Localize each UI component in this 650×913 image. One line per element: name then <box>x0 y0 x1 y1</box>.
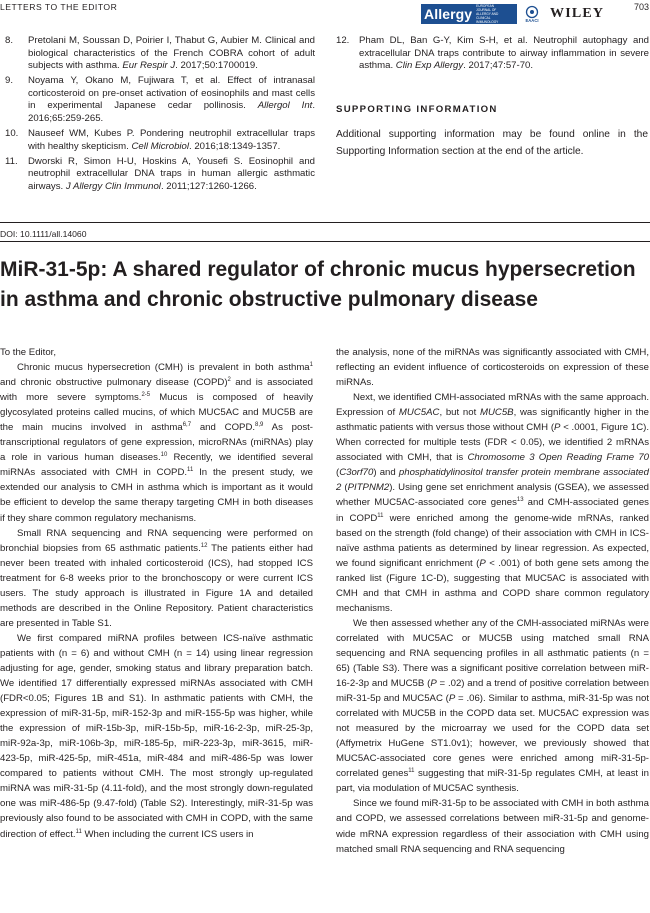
reference-item <box>5 75 315 125</box>
allergy-logo-word: Allergy <box>424 6 473 22</box>
running-header-section: LETTERS TO THE EDITOR <box>0 2 118 12</box>
salutation: To the Editor, <box>0 347 56 358</box>
reference-journal: Allergol Int <box>257 100 313 112</box>
citation-superscript: 13 <box>516 497 524 504</box>
allergy-journal-logo <box>421 4 517 24</box>
body-right-column <box>336 345 649 857</box>
doi-line: DOI: 10.1111/all.14060 <box>0 229 87 239</box>
supporting-info-heading: SUPPORTING INFORMATION <box>336 104 498 115</box>
references-left-column <box>5 35 315 196</box>
reference-item <box>5 35 315 73</box>
reference-item <box>5 156 315 194</box>
citation-superscript: 6,7 <box>182 422 192 429</box>
body-paragraph: Since we found miR-31-5p to be associated with CMH in both asthma and COPD, we assessed correlations between miR-31-5p and genome-wide mRNA expression regardless of their association with CMH using matched small RNA sequencing and RNA sequencing <box>336 798 649 855</box>
body-left-column <box>0 345 313 842</box>
citation-superscript: 2 <box>227 376 231 383</box>
reference-journal: Clin Exp Allergy <box>395 60 464 72</box>
body-paragraph: Next, we identified CMH-associated mRNAs with the same approach. Expression of MUC5AC, but not MUC5B, was significantly higher in the asthmatic patients with versus those without CMH (P < .0001, Figure 1C). When corrected for multiple tests (FDR < 0.05), we identified 2 mRNAs associated with CMH, that is Chromosome 3 Open Reading Frame 70 (C3orf70) and phosphatidylinositol transfer protein membrane associated 2 (PITPNM2). Using gene set enrichment analysis (GSEA), we assessed whether MUC5AC-associated core genes$^{13}$ and CMH-associated genes in COPD$^{11}$ were enriched among the genome-wide mRNAs, ranked based on the strength (fold change) of their association with CMH in ICS-naïve asthma patients as determined by linear regression. As expected, we found significant enrichment (P < .001) of both gene sets among the ranked list (Figure 1C-D), suggesting that MUC5AC is associated with CMH and that CMH in asthma and COPD share common regulatory mechanisms. <box>336 392 650 614</box>
reference-journal: Eur Respir J <box>122 60 176 72</box>
body-paragraph: We first compared miRNA profiles between ICS-naïve asthmatic patients with (n = 6) and without CMH (n = 14) using linear regression adjusting for age, gender, smoking status and library preparation batch. We identified 17 differentially expressed miRNAs associated with CMH (FDR<0.05; Figures 1B and S1). In asthmatic patients with CMH, the expression of miR-31-5p, miR-152-3p and miR-155-5p was higher, while the expression of miR-15b-3p, miR-15b-5p, miR-16-2-3p, miR-25-3p, miR-92a-3p, miR-106b-3p, miR-185-5p, miR-223-3p, miR-3615, miR-423-5p, miR-425-5p, miR-451a, miR-484 and miR-486-5p was lower compared to patients without CMH. The most strongly up-regulated miRNA was miR-31-5p (4.11-fold), and the most strongly down-regulated one was miR-486-5p (9.47-fold) (Table S2). Interestingly, miR-31-5p was previously also found to be associated with CMH in COPD, with the same direction of effect.$^{11}$ When including the current ICS users in <box>0 632 313 840</box>
reference-text: Pham DL, Ban G-Y, Kim S-H, et al. Neutrophil autophagy and extracellular DNA traps contribute to airway inflammation in severe asthma. Clin Exp Allergy. 2017;47:57-70. <box>359 35 649 72</box>
body-paragraph: Chronic mucus hypersecretion (CMH) is prevalent in both asthma$^1$ and chronic obstructive pulmonary disease (COPD)$^2$ and is associated with more severe symptoms.$^{2-5}$ Mucus is composed of heavily glycosylated proteins called mucins, of which MUC5AC and MUC5B are the main mucins involved in asthma$^{6,7}$ and COPD.$^{8,9}$ As post-transcriptional regulators of gene expression, microRNAs (miRNAs) play a role in various human diseases.$^{10}$ Recently, we identified several miRNAs associated with CMH in COPD.$^{11}$ In the present study, we extended our analysis to CMH in asthma which is important as it would be efficient to develop the same therapy targeting CMH in both diseases if they share common regulatory mechanisms. <box>0 361 313 524</box>
reference-number: 12. <box>336 35 350 46</box>
reference-text: Pretolani M, Soussan D, Poirier I, Thabut G, Aubier M. Clinical and biological characteristics of the French COBRA cohort of adult subjects with asthma. Eur Respir J. 2017;50:1700019. <box>28 35 315 72</box>
citation-superscript: 11 <box>408 768 415 775</box>
eaaci-logo-icon <box>522 5 542 23</box>
citation-superscript: 11 <box>75 828 82 835</box>
citation-superscript: 8,9 <box>255 422 264 429</box>
citation-superscript: 11 <box>377 512 384 519</box>
reference-item <box>5 128 315 153</box>
references-right-column <box>336 35 649 75</box>
citation-superscript: 12 <box>200 542 208 549</box>
reference-text: Nauseef WM, Kubes P. Pondering neutrophil extracellular traps with healthy skepticism. Cell Microbiol. 2016;18:1349-1357. <box>28 128 315 152</box>
reference-text: Dworski R, Simon H-U, Hoskins A, Yousefi S. Eosinophil and neutrophil extracellular DNA traps in human allergic asthmatic airways. J Allergy Clin Immunol. 2011;127:1260-1266. <box>28 155 315 193</box>
reference-journal: Cell Microbiol <box>131 140 190 152</box>
reference-number: 8. <box>5 35 14 46</box>
article-title: MiR-31-5p: A shared regulator of chronic mucus hypersecretion in asthma and chronic obstructive pulmonary disease <box>0 258 636 311</box>
publisher-logo: WILEY <box>550 6 605 21</box>
reference-number: 9. <box>5 75 14 87</box>
eaaci-logo-text: EAACI <box>525 18 539 23</box>
allergy-logo-tagline: EUROPEAN JOURNAL OF ALLERGY AND CLINICAL IMMUNOLOGY <box>476 4 499 24</box>
citation-superscript: 2-5 <box>141 391 151 398</box>
body-paragraph: the analysis, none of the miRNAs was significantly associated with CMH, reflecting an evident influence of corticosteroids on expression of these miRNAs. <box>336 347 649 389</box>
reference-number: 11. <box>5 155 18 167</box>
citation-superscript: 11 <box>187 467 194 474</box>
reference-text: Noyama Y, Okano M, Fujiwara T, et al. Effect of intranasal corticosteroid on pre-onset activation of eosinophils and mast cells in experimental Japanese cedar pollinosis. Allergol Int. 2016;65:259-265. <box>28 75 316 125</box>
reference-journal: J Allergy Clin Immunol <box>65 181 161 193</box>
body-paragraph: We then assessed whether any of the CMH-associated miRNAs were correlated with MUC5AC or MUC5B using matched small RNA sequencing and RNA sequencing profiles in all asthmatic patients (n = 65) (Table S3). There was a significant positive correlation between miR-16-2-3p and MUC5B (P = .02) and a trend of positive correlation between miR-31-5p and MUC5AC (P = .06). Similar to asthma, miR-31-5p was not correlated with MUC5B in the COPD data set. MUC5AC expression was not measured by the microarray we used for the COPD data set (Affymetrix HuGene ST1.0v1); however, we previously showed that MUC5AC-associated core genes were enriched among miR-31-5p-correlated genes$^{11}$ suggesting that miR-31-5p regulates CMH, at least in part, via modulation of MUC5AC synthesis. <box>336 617 650 795</box>
body-paragraph: Small RNA sequencing and RNA sequencing were performed on bronchial biopsies from 65 asthmatic patients.$^{12}$ The patients either had never been treated with inhaled corticosteroid (ICS), had stopped ICS treatment for 6-8 weeks prior to the bronchoscopy or were current ICS users. The study approach is illustrated in Figure 1A and detailed methods are described in the Online Repository. Patient characteristics are presented in Table S1. <box>0 527 313 629</box>
page-number: 703 <box>634 2 650 12</box>
section-divider <box>0 222 650 223</box>
reference-item <box>336 35 649 73</box>
reference-number: 10. <box>5 128 19 140</box>
supporting-info-body: Additional supporting information may be found online in the Supporting Information section at the end of the article. <box>336 129 648 157</box>
citation-superscript: 10 <box>160 452 168 459</box>
citation-superscript: 1 <box>309 361 313 368</box>
doi-divider <box>0 241 650 242</box>
